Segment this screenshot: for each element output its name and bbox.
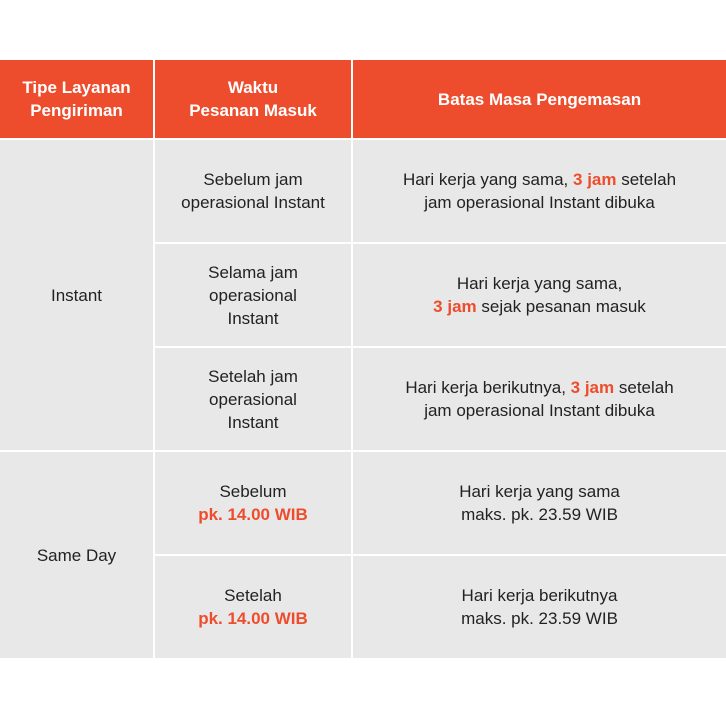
packing-limit-cell (352, 139, 726, 243)
packing-limit-cell (352, 243, 726, 347)
cell-text: Selama jam (208, 262, 298, 282)
cell-text: Setelah jam (208, 366, 298, 386)
cell-text: Instant (227, 412, 279, 432)
header-text: Waktu (227, 78, 279, 97)
cell-text: Instant (227, 308, 279, 328)
order-time-cell (154, 139, 352, 243)
header-text: Pengiriman (30, 101, 123, 120)
cell-text: maks. pk. 23.59 WIB (461, 505, 618, 524)
service-instant: Instant (0, 139, 154, 451)
cell-text: sejak pesanan masuk (476, 297, 646, 316)
cell-text: Setelah (224, 586, 282, 605)
packing-limit-cell (352, 451, 726, 555)
cell-text: maks. pk. 23.59 WIB (461, 609, 618, 628)
table-header-row (0, 60, 726, 139)
cell-text: Hari kerja berikutnya, (405, 378, 571, 397)
cell-text: Hari kerja yang sama (459, 482, 620, 501)
highlight-text: 3 jam (433, 297, 477, 316)
cell-text: operasional Instant (181, 193, 325, 212)
highlight-text: pk. 14.00 WIB (198, 505, 308, 524)
cell-text: setelah (616, 170, 677, 189)
header-text: Tipe Layanan (22, 78, 131, 97)
cell-text: Hari kerja yang sama, (402, 170, 574, 189)
cell-text: Hari kerja berikutnya (461, 586, 618, 605)
header-service-type (0, 60, 154, 139)
table-row (0, 139, 726, 243)
highlight-text: pk. 14.00 WIB (198, 609, 308, 628)
cell-text: operasional (209, 389, 297, 409)
header-order-time (154, 60, 352, 139)
packing-limit-cell (352, 555, 726, 659)
header-text: Batas Masa Pengemasan (437, 89, 642, 109)
cell-text: Sebelum jam (203, 170, 303, 189)
packing-limit-cell (352, 347, 726, 451)
cell-text: Sebelum (219, 482, 287, 501)
table-row (0, 451, 726, 555)
cell-text: jam operasional Instant dibuka (424, 193, 655, 212)
highlight-text: 3 jam (573, 170, 617, 189)
packing-deadline-table (0, 60, 726, 660)
cell-text: Hari kerja yang sama, (456, 274, 623, 293)
order-time-cell (154, 243, 352, 347)
header-text: Pesanan Masuk (189, 101, 317, 120)
order-time-cell (154, 347, 352, 451)
service-same-day: Same Day (0, 451, 154, 659)
cell-text: jam operasional Instant dibuka (424, 401, 655, 420)
cell-text: operasional (209, 285, 297, 305)
header-packing-limit (352, 60, 726, 139)
cell-text: setelah (614, 378, 674, 397)
order-time-cell (154, 451, 352, 555)
order-time-cell (154, 555, 352, 659)
highlight-text: 3 jam (570, 378, 615, 397)
